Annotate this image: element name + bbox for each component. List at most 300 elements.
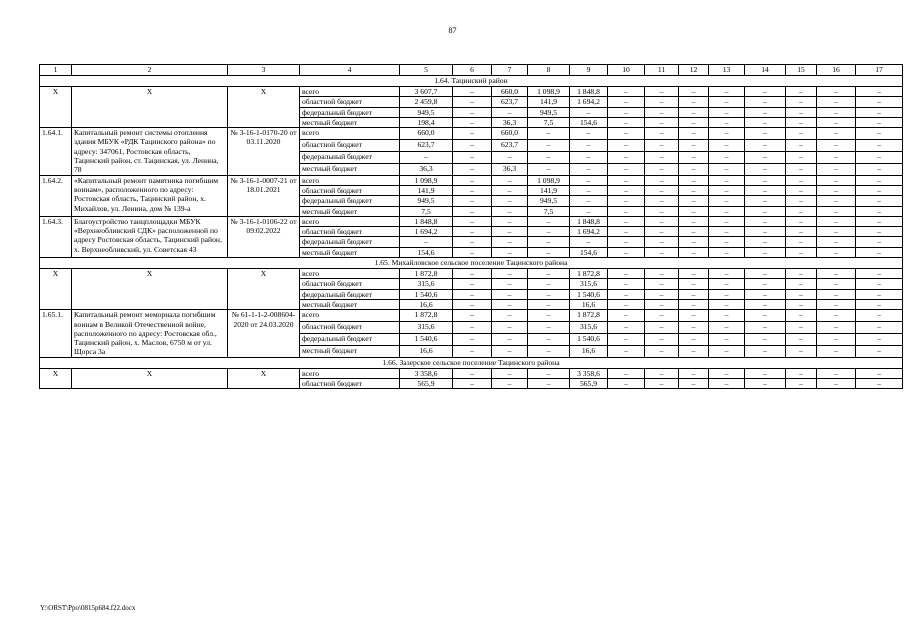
amount-cell: –	[492, 175, 528, 185]
amount-cell: –	[745, 216, 786, 226]
amount-cell: 36,3	[492, 163, 528, 175]
amount-cell: –	[709, 322, 745, 334]
amount-cell: –	[856, 107, 903, 117]
amount-cell: –	[817, 206, 856, 216]
amount-cell: –	[745, 279, 786, 289]
amount-cell: –	[679, 345, 709, 357]
amount-cell: –	[745, 310, 786, 322]
amount-cell: –	[645, 151, 679, 163]
amount-cell: –	[492, 269, 528, 279]
amount-cell: –	[679, 269, 709, 279]
amount-cell: –	[608, 87, 645, 97]
amount-cell: –	[608, 333, 645, 345]
item-number-cell: 1.65.1.	[40, 310, 72, 357]
amount-cell: 1 694,2	[400, 227, 453, 237]
amount-cell: –	[528, 128, 570, 140]
amount-cell: –	[608, 175, 645, 185]
amount-cell: –	[570, 163, 608, 175]
amount-cell: 3 358,6	[570, 368, 608, 378]
item-number-cell: X	[40, 87, 72, 128]
amount-cell: –	[492, 216, 528, 226]
funding-source-label: всего	[300, 216, 400, 226]
amount-cell: –	[645, 237, 679, 247]
amount-cell: –	[745, 299, 786, 309]
amount-cell: –	[745, 289, 786, 299]
amount-cell: –	[786, 299, 817, 309]
amount-cell: –	[745, 322, 786, 334]
amount-cell: 16,6	[570, 299, 608, 309]
amount-cell: –	[856, 333, 903, 345]
amount-cell: –	[453, 128, 492, 140]
amount-cell: –	[817, 310, 856, 322]
amount-cell: –	[745, 269, 786, 279]
amount-cell: –	[608, 107, 645, 117]
amount-cell: –	[745, 333, 786, 345]
amount-cell: –	[817, 140, 856, 152]
amount-cell: 1 694,2	[570, 227, 608, 237]
amount-cell: 1 098,9	[528, 87, 570, 97]
amount-cell: –	[608, 206, 645, 216]
funding-source-label: федеральный бюджет	[300, 289, 400, 299]
funding-source-label: местный бюджет	[300, 117, 400, 127]
amount-cell: –	[453, 269, 492, 279]
amount-cell: –	[608, 269, 645, 279]
amount-cell: 141,9	[400, 185, 453, 195]
amount-cell: 949,5	[528, 196, 570, 206]
amount-cell: –	[709, 163, 745, 175]
column-number: 15	[786, 65, 817, 76]
funding-source-label: местный бюджет	[300, 247, 400, 257]
amount-cell: –	[709, 196, 745, 206]
amount-cell: –	[786, 345, 817, 357]
amount-cell: 16,6	[400, 299, 453, 309]
column-number: 9	[570, 65, 608, 76]
amount-cell: –	[453, 206, 492, 216]
amount-cell: –	[528, 247, 570, 257]
amount-cell: 36,3	[492, 117, 528, 127]
amount-cell: 1 540,6	[570, 333, 608, 345]
amount-cell: –	[528, 333, 570, 345]
amount-cell: 1 848,8	[400, 216, 453, 226]
amount-cell: –	[817, 87, 856, 97]
amount-cell: –	[528, 216, 570, 226]
object-name-cell: X	[72, 87, 228, 128]
amount-cell: –	[608, 299, 645, 309]
amount-cell: –	[492, 289, 528, 299]
amount-cell: 16,6	[570, 345, 608, 357]
amount-cell: –	[492, 196, 528, 206]
amount-cell: 315,6	[400, 322, 453, 334]
object-name-cell: Благоустройство танцплощадки МБУК «Верхнеобливский СДК» расположенной по адресу Ростовская область, Тацинский район, х. Верхнеобливский, ул. Советская 43	[72, 216, 228, 257]
amount-cell: –	[608, 151, 645, 163]
amount-cell: –	[645, 206, 679, 216]
amount-cell: 1 694,2	[570, 97, 608, 107]
amount-cell: –	[608, 237, 645, 247]
amount-cell: –	[817, 322, 856, 334]
amount-cell: –	[645, 289, 679, 299]
amount-cell: 1 540,6	[400, 289, 453, 299]
amount-cell: –	[709, 379, 745, 389]
amount-cell: –	[570, 196, 608, 206]
amount-cell: 623,7	[400, 140, 453, 152]
amount-cell: –	[709, 279, 745, 289]
amount-cell: –	[817, 151, 856, 163]
amount-cell: –	[817, 185, 856, 195]
amount-cell: –	[856, 185, 903, 195]
amount-cell: –	[608, 247, 645, 257]
column-number: 4	[300, 65, 400, 76]
amount-cell: –	[608, 310, 645, 322]
amount-cell: –	[786, 216, 817, 226]
amount-cell: –	[786, 87, 817, 97]
amount-cell: –	[856, 379, 903, 389]
amount-cell: –	[745, 107, 786, 117]
amount-cell: –	[679, 227, 709, 237]
funding-source-label: всего	[300, 269, 400, 279]
amount-cell: –	[645, 107, 679, 117]
funding-source-label: областной бюджет	[300, 97, 400, 107]
amount-cell: 660,0	[492, 128, 528, 140]
amount-cell: –	[679, 117, 709, 127]
amount-cell: 623,7	[492, 97, 528, 107]
amount-cell: –	[679, 175, 709, 185]
amount-cell: 7,5	[528, 206, 570, 216]
amount-cell: 949,5	[400, 196, 453, 206]
amount-cell: –	[528, 227, 570, 237]
amount-cell: –	[528, 140, 570, 152]
column-number: 8	[528, 65, 570, 76]
amount-cell: –	[709, 185, 745, 195]
amount-cell: –	[856, 140, 903, 152]
column-number: 2	[72, 65, 228, 76]
amount-cell: –	[492, 107, 528, 117]
amount-cell: –	[645, 379, 679, 389]
amount-cell: 36,3	[400, 163, 453, 175]
amount-cell: –	[856, 87, 903, 97]
amount-cell: –	[645, 128, 679, 140]
amount-cell: 1 098,9	[528, 175, 570, 185]
amount-cell: –	[453, 87, 492, 97]
funding-source-label: областной бюджет	[300, 227, 400, 237]
amount-cell: 315,6	[400, 279, 453, 289]
amount-cell: –	[786, 175, 817, 185]
amount-cell: –	[856, 117, 903, 127]
object-name-cell: Капитальный ремонт мемориала погибшим воинам в Великой Отечественной войне, расположенного по адресу: Ростовская обл., Тацинский район, х. Маслов, 6750 м от ул. Щорса 3а	[72, 310, 228, 357]
funding-source-label: федеральный бюджет	[300, 151, 400, 163]
funding-source-label: местный бюджет	[300, 206, 400, 216]
amount-cell: –	[400, 237, 453, 247]
amount-cell: –	[492, 247, 528, 257]
amount-cell: –	[679, 299, 709, 309]
document-cell: № 3-16-1-0007-21 от 18.01.2021	[228, 175, 300, 216]
amount-cell: –	[786, 279, 817, 289]
funding-source-label: федеральный бюджет	[300, 333, 400, 345]
amount-cell: –	[745, 140, 786, 152]
funding-source-label: местный бюджет	[300, 345, 400, 357]
funding-source-label: областной бюджет	[300, 140, 400, 152]
amount-cell: –	[679, 216, 709, 226]
amount-cell: –	[745, 247, 786, 257]
amount-cell: –	[453, 175, 492, 185]
amount-cell: –	[608, 368, 645, 378]
table-row	[40, 175, 903, 185]
funding-source-label: федеральный бюджет	[300, 237, 400, 247]
amount-cell: –	[528, 269, 570, 279]
amount-cell: –	[856, 279, 903, 289]
amount-cell: –	[856, 345, 903, 357]
object-name-cell: X	[72, 269, 228, 310]
amount-cell: –	[679, 289, 709, 299]
amount-cell: –	[400, 151, 453, 163]
amount-cell: –	[817, 269, 856, 279]
amount-cell: –	[492, 237, 528, 247]
section-title: 1.66. Зазерское сельское поселение Тацинского района	[40, 357, 903, 368]
amount-cell: 1 540,6	[570, 289, 608, 299]
amount-cell: –	[709, 97, 745, 107]
amount-cell: –	[608, 379, 645, 389]
amount-cell: –	[817, 368, 856, 378]
amount-cell: –	[570, 107, 608, 117]
amount-cell: –	[528, 379, 570, 389]
amount-cell: –	[856, 269, 903, 279]
amount-cell: –	[645, 269, 679, 279]
amount-cell: –	[709, 87, 745, 97]
amount-cell: –	[856, 206, 903, 216]
amount-cell: 1 872,8	[400, 310, 453, 322]
page-number: 87	[448, 26, 457, 35]
amount-cell: –	[856, 368, 903, 378]
amount-cell: –	[492, 206, 528, 216]
amount-cell: –	[786, 227, 817, 237]
amount-cell: –	[492, 333, 528, 345]
amount-cell: –	[645, 227, 679, 237]
amount-cell: 1 848,8	[570, 87, 608, 97]
amount-cell: –	[528, 345, 570, 357]
amount-cell: –	[817, 97, 856, 107]
amount-cell: –	[786, 289, 817, 299]
amount-cell: –	[453, 237, 492, 247]
table-row	[40, 368, 903, 378]
amount-cell: –	[786, 117, 817, 127]
funding-source-label: областной бюджет	[300, 379, 400, 389]
amount-cell: –	[453, 216, 492, 226]
amount-cell: –	[856, 128, 903, 140]
amount-cell: –	[453, 97, 492, 107]
document-cell: X	[228, 87, 300, 128]
amount-cell: –	[608, 140, 645, 152]
amount-cell: –	[856, 247, 903, 257]
amount-cell: –	[709, 310, 745, 322]
funding-source-label: местный бюджет	[300, 163, 400, 175]
amount-cell: 3 607,7	[400, 87, 453, 97]
amount-cell: –	[709, 269, 745, 279]
funding-source-label: всего	[300, 128, 400, 140]
amount-cell: –	[645, 196, 679, 206]
amount-cell: 315,6	[570, 322, 608, 334]
table-row	[40, 87, 903, 97]
amount-cell: –	[817, 279, 856, 289]
object-name-cell: «Капитальный ремонт памятника погибшим воинам», расположенного по адресу: Ростовская область, Тацинский район, х. Михайлов, ул. Ленина, дом № 139-а	[72, 175, 228, 216]
amount-cell: –	[817, 196, 856, 206]
column-number: 12	[679, 65, 709, 76]
amount-cell: –	[492, 345, 528, 357]
amount-cell: –	[745, 151, 786, 163]
column-number: 7	[492, 65, 528, 76]
amount-cell: 154,6	[400, 247, 453, 257]
amount-cell: –	[608, 163, 645, 175]
amount-cell: –	[645, 345, 679, 357]
amount-cell: –	[608, 97, 645, 107]
amount-cell: 1 098,9	[400, 175, 453, 185]
amount-cell: –	[528, 299, 570, 309]
amount-cell: –	[745, 128, 786, 140]
amount-cell: –	[453, 117, 492, 127]
amount-cell: 1 872,8	[570, 310, 608, 322]
amount-cell: –	[817, 333, 856, 345]
amount-cell: 1 872,8	[400, 269, 453, 279]
amount-cell: 660,0	[400, 128, 453, 140]
amount-cell: –	[608, 216, 645, 226]
amount-cell: –	[856, 216, 903, 226]
amount-cell: –	[745, 87, 786, 97]
document-cell: № 3-16-1-0106-22 от 09.02.2022	[228, 216, 300, 257]
amount-cell: –	[645, 163, 679, 175]
amount-cell: –	[786, 368, 817, 378]
amount-cell: –	[453, 368, 492, 378]
amount-cell: –	[570, 128, 608, 140]
amount-cell: –	[645, 97, 679, 107]
amount-cell: –	[817, 163, 856, 175]
amount-cell: –	[709, 107, 745, 117]
amount-cell: –	[679, 163, 709, 175]
column-number: 17	[856, 65, 903, 76]
amount-cell: –	[786, 185, 817, 195]
amount-cell: –	[453, 345, 492, 357]
amount-cell: –	[856, 151, 903, 163]
amount-cell: –	[856, 227, 903, 237]
amount-cell: –	[709, 299, 745, 309]
amount-cell: –	[786, 151, 817, 163]
amount-cell: –	[492, 185, 528, 195]
amount-cell: 7,5	[400, 206, 453, 216]
amount-cell: –	[528, 279, 570, 289]
amount-cell: –	[856, 299, 903, 309]
amount-cell: –	[570, 206, 608, 216]
amount-cell: –	[786, 333, 817, 345]
amount-cell: –	[453, 333, 492, 345]
amount-cell: –	[453, 289, 492, 299]
amount-cell: –	[786, 196, 817, 206]
document-cell: X	[228, 269, 300, 310]
section-row	[40, 258, 903, 269]
amount-cell: –	[817, 237, 856, 247]
column-number: 6	[453, 65, 492, 76]
amount-cell: –	[817, 175, 856, 185]
amount-cell: –	[679, 185, 709, 195]
amount-cell: –	[679, 333, 709, 345]
amount-cell: –	[817, 247, 856, 257]
amount-cell: –	[745, 163, 786, 175]
amount-cell: 154,6	[570, 247, 608, 257]
amount-cell: 16,6	[400, 345, 453, 357]
amount-cell: –	[608, 227, 645, 237]
amount-cell: –	[645, 140, 679, 152]
amount-cell: 949,5	[528, 107, 570, 117]
amount-cell: –	[745, 345, 786, 357]
amount-cell: –	[645, 368, 679, 378]
amount-cell: –	[528, 237, 570, 247]
amount-cell: –	[528, 151, 570, 163]
amount-cell: –	[786, 247, 817, 257]
amount-cell: –	[679, 140, 709, 152]
amount-cell: –	[679, 128, 709, 140]
object-name-cell: X	[72, 368, 228, 389]
amount-cell: –	[453, 140, 492, 152]
amount-cell: –	[817, 107, 856, 117]
amount-cell: –	[709, 175, 745, 185]
column-number: 3	[228, 65, 300, 76]
document-cell: № 3-16-1-0170-20 от 03.11.2020	[228, 128, 300, 175]
amount-cell: –	[608, 185, 645, 195]
amount-cell: 1 540,6	[400, 333, 453, 345]
amount-cell: –	[709, 368, 745, 378]
amount-cell: –	[608, 289, 645, 299]
column-number: 10	[608, 65, 645, 76]
table-row	[40, 310, 903, 322]
document-cell: X	[228, 368, 300, 389]
amount-cell: –	[709, 247, 745, 257]
amount-cell: –	[645, 333, 679, 345]
amount-cell: –	[745, 237, 786, 247]
amount-cell: 141,9	[528, 185, 570, 195]
amount-cell: –	[570, 175, 608, 185]
amount-cell: 1 848,8	[570, 216, 608, 226]
amount-cell: –	[453, 107, 492, 117]
amount-cell: 198,4	[400, 117, 453, 127]
amount-cell: –	[786, 163, 817, 175]
amount-cell: –	[679, 206, 709, 216]
amount-cell: –	[709, 206, 745, 216]
amount-cell: –	[856, 196, 903, 206]
amount-cell: –	[856, 289, 903, 299]
amount-cell: –	[856, 310, 903, 322]
amount-cell: –	[786, 97, 817, 107]
amount-cell: –	[786, 269, 817, 279]
amount-cell: –	[709, 151, 745, 163]
amount-cell: –	[645, 247, 679, 257]
amount-cell: –	[492, 379, 528, 389]
column-number: 1	[40, 65, 72, 76]
amount-cell: –	[817, 117, 856, 127]
amount-cell: –	[492, 299, 528, 309]
amount-cell: –	[645, 117, 679, 127]
section-title: 1.64. Тацинский район	[40, 76, 903, 87]
column-number: 11	[645, 65, 679, 76]
header-row	[40, 65, 903, 76]
amount-cell: –	[453, 310, 492, 322]
amount-cell: –	[453, 163, 492, 175]
amount-cell: –	[492, 322, 528, 334]
amount-cell: –	[745, 206, 786, 216]
amount-cell: –	[645, 310, 679, 322]
amount-cell: –	[608, 279, 645, 289]
amount-cell: –	[709, 216, 745, 226]
amount-cell: –	[608, 322, 645, 334]
amount-cell: –	[528, 322, 570, 334]
amount-cell: 2 459,8	[400, 97, 453, 107]
item-number-cell: 1.64.3.	[40, 216, 72, 257]
amount-cell: –	[679, 87, 709, 97]
